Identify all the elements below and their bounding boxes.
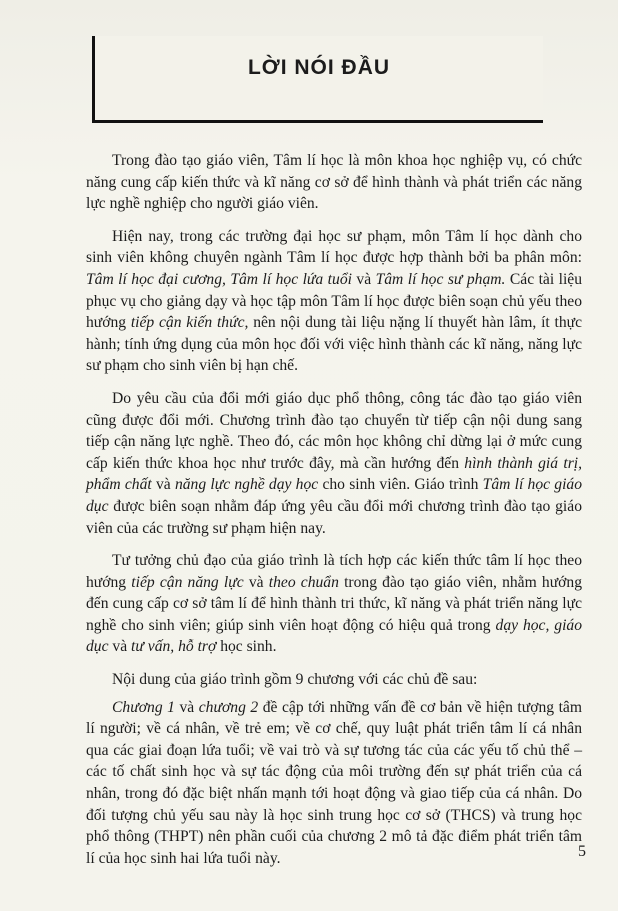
paragraph-3 [86,388,582,539]
text-run: cho sinh viên. Giáo trình [318,476,483,494]
italic-text: tiếp cận kiến thức, [130,314,249,332]
text-run: Hiện nay, trong các trường đại học sư phạm, môn Tâm lí học dành cho sinh viên không chuyên ngành Tâm lí học được hợp thành bởi ba phân môn: [86,227,582,267]
text-run: và [243,573,269,591]
text-run: và [174,698,199,716]
text-run: học sinh. [216,638,277,656]
page-title: LỜI NÓI ĐẦU [247,56,391,79]
paragraph-6 [86,697,582,870]
italic-text: Tâm lí học đại cương, Tâm lí học lứa tuổi [86,270,352,288]
italic-text: theo chuẩn [268,573,339,591]
paragraph-4 [86,550,582,658]
paragraph-2 [86,226,582,377]
italic-text: hình thành giá trị, phẩm chất [86,454,582,494]
text-run: và [151,476,175,494]
text-run: Do yêu cầu của đổi mới giáo dục phổ thông, công tác đào tạo giáo viên cũng được đổi mới. Chương trình đào tạo chuyển từ tiếp cận nội dung sang tiếp cận năng lực nghề. Theo đó, các môn học không chỉ dừng lại ở mức cung cấp kiến thức khoa học như trước đây, mà cần hướng đến [86,389,582,472]
text-run: trong đào tạo giáo viên, nhằm hướng đến cung cấp cơ sở tâm lí để hình thành tri thức, kĩ năng và phát triển năng lực nghề cho sinh viên; giúp sinh viên hoạt động có hiệu quả trong [86,573,582,634]
text-run: nên nội dung tài liệu nặng lí thuyết hàn lâm, ít thực hành; tính ứng dụng của môn học đối với việc hình thành các kĩ năng, năng lực sư phạm cho sinh viên bị hạn chế. [86,314,582,375]
paragraph-5 [86,669,582,691]
italic-text: dạy học, giáo dục [86,616,582,656]
title-frame [92,36,543,123]
text-run: Các tài liệu phục vụ cho giảng dạy và học tập môn Tâm lí học được biên soạn chủ yếu theo hướng [86,270,582,332]
text-run: và [108,638,132,656]
body-text [86,150,582,880]
text-run: Nội dung của giáo trình gồm 9 chương với các chủ đề sau: [112,671,478,689]
italic-text: tư vấn, hỗ trợ [131,638,217,656]
italic-text: năng lực nghề dạy học [174,476,319,494]
italic-text: Chương 1 [112,698,175,716]
italic-text: chương 2 [198,698,259,716]
italic-text: Tâm lí học sư phạm. [375,270,506,288]
text-run: Trong đào tạo giáo viên, Tâm lí học là môn khoa học nghiệp vụ, có chức năng cung cấp kiến thức và kĩ năng cơ sở để hình thành và phát triển các năng lực nghề nghiệp cho người giáo viên. [86,152,582,213]
paragraph-1 [86,150,582,215]
italic-text: Tâm lí học giáo dục [86,476,583,515]
text-run: đề cập tới những vấn đề cơ bản về hiện tượng tâm lí người; về cá nhân, về trẻ em; về cơ chế, quy luật phát triển tâm lí cá nhân qua các giai đoạn lứa tuổi; về vai trò và sự tương tác của các yếu tố chủ thể – các tố chất sinh học và sự tác động của môi trường đến sự phát triển của cá nhân, trong đó đặc biệt nhấn mạnh tới hoạt động và giao tiếp của cá nhân. Do đối tượng chủ yếu sau này là học sinh trung học cơ sở (THCS) và trung học phổ thông (THPT) nên phần cuối của chương 2 mô tả đặc điểm phát triển tâm lí của học sinh hai lứa tuổi này. [86,698,582,867]
text-run: được biên soạn nhằm đáp ứng yêu cầu đổi mới chương trình đào tạo giáo viên của các trường sư phạm hiện nay. [86,497,582,537]
text-run: Tư tưởng chủ đạo của giáo trình là tích hợp các kiến thức tâm lí học theo hướng [86,552,582,591]
page-number: 5 [578,843,586,860]
text-run: và [351,270,376,288]
italic-text: tiếp cận năng lực [131,573,244,591]
